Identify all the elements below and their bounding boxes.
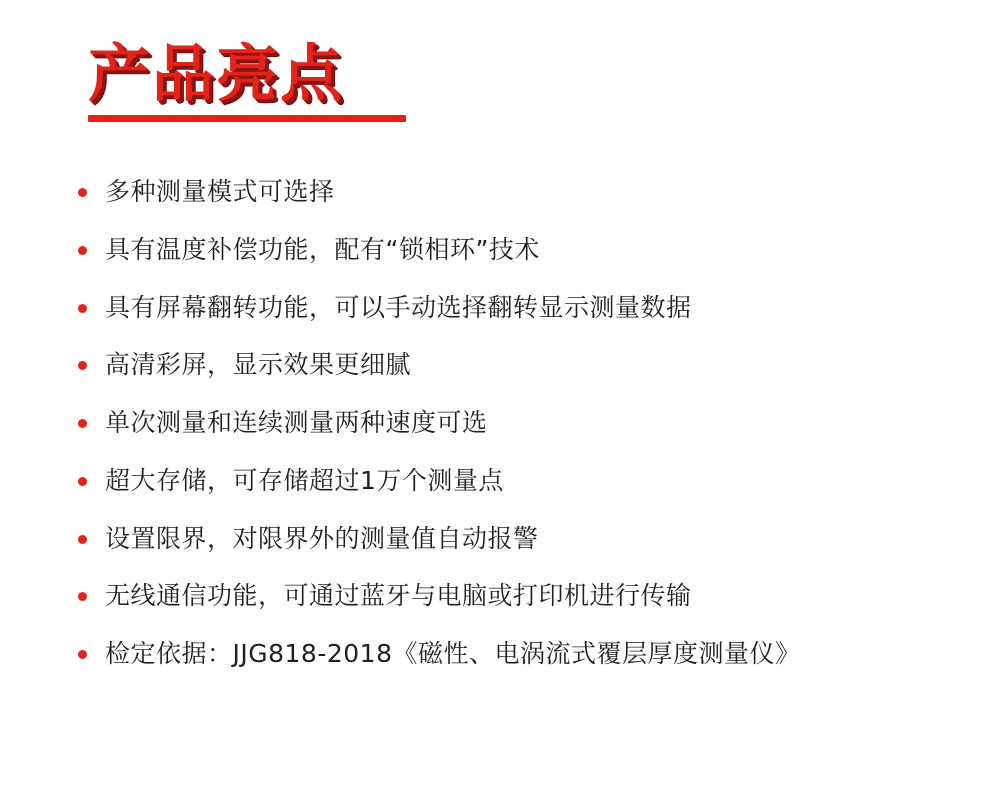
list-item [78,291,958,325]
list-item-label: 无线通信功能，可通过蓝牙与电脑或打印机进行传输 [105,581,692,611]
list-item [78,233,958,267]
list-item-label: 设置限界，对限界外的测量值自动报警 [105,523,539,553]
bullet-dot-icon [78,246,87,255]
list-item-label: 超大存储，可存储超过1万个测量点 [105,465,504,495]
list-item-label: 多种测量模式可选择 [105,177,335,206]
list-item [78,637,958,671]
bullet-dot-icon [78,650,87,659]
list-item [78,579,958,613]
list-item-label: 具有温度补偿功能，配有“锁相环”技术 [105,234,540,264]
bullet-dot-icon [78,361,87,370]
page-title-block [88,38,418,122]
bullet-dot-icon [78,188,87,197]
list-item-label: 检定依据：JJG818-2018《磁性、电涡流式覆层厚度测量仪》 [105,639,801,668]
bullet-dot-icon [78,535,87,544]
list-item [78,406,958,440]
list-item-label: 具有屏幕翻转功能，可以手动选择翻转显示测量数据 [105,292,692,322]
highlights-list [78,175,958,695]
list-item [78,348,958,382]
bullet-dot-icon [78,419,87,428]
list-item-label: 单次测量和连续测量两种速度可选 [105,408,488,437]
list-item-label: 高清彩屏，显示效果更细腻 [105,350,412,380]
bullet-dot-icon [78,477,87,486]
list-item [78,175,958,209]
list-item [78,464,958,498]
page-title: 产品亮点 [88,37,345,110]
bullet-dot-icon [78,592,87,601]
list-item [78,522,958,556]
title-underline [88,115,406,122]
bullet-dot-icon [78,304,87,313]
